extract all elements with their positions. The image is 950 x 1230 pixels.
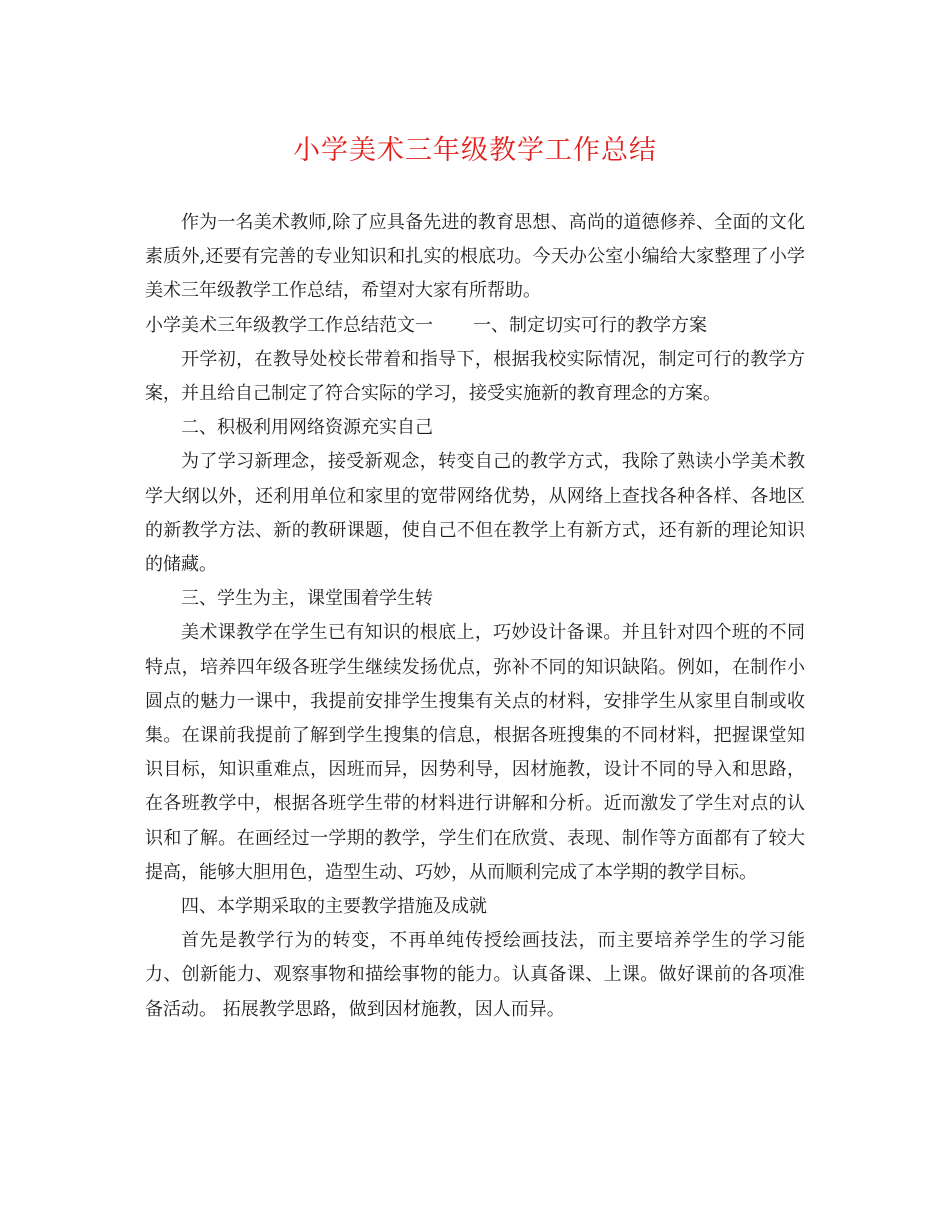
document-title: 小学美术三年级教学工作总结 [293, 135, 657, 166]
section-paragraph-3: 美术课教学在学生已有知识的根底上，巧妙设计备课。并且针对四个班的不同特点，培养四年级各班学生继续发扬优点，弥补不同的知识缺陷。例如，在制作小圆点的魅力一课中，我提前安排学生搜集有关点的材料，安排学生从家里自制或收集。在课前我提前了解到学生搜集的信息，根据各班搜集的不同材料，把握课堂知识目标，知识重难点，因班而异，因势利导，因材施教，设计不同的导入和思路，在各班教学中，根据各班学生带的材料进行讲解和分析。近而激发了学生对点的认识和了解。在画经过一学期的教学，学生们在欣赏、表现、制作等方面都有了较大提高，能够大胆用色，造型生动、巧妙，从而顺利完成了本学期的教学目标。 [145, 622, 805, 883]
intro-paragraph: 作为一名美术教师,除了应具备先进的教育思想、高尚的道德修养、全面的文化素质外,还要有完善的专业知识和扎实的根底功。今天办公室小编给大家整理了小学美术三年级教学工作总结，希望对大家有所帮助。 [145, 212, 805, 302]
section-heading-4: 四、本学期采取的主要教学措施及成就 [181, 896, 487, 918]
section-paragraph-1: 开学初，在教导处校长带着和指导下，根据我校实际情况，制定可行的教学方案，并且给自己制定了符合实际的学习，接受实施新的教育理念的方案。 [145, 348, 805, 405]
section-paragraph-4: 首先是教学行为的转变，不再单纯传授绘画技法，而主要培养学生的学习能力、创新能力、观察事物和描绘事物的能力。认真备课、上课。做好课前的各项准备活动。 拓展教学思路，做到因材施教，因人而异。 [145, 930, 805, 1020]
section-paragraph-2: 为了学习新理念，接受新观念，转变自己的教学方式，我除了熟读小学美术教学大纲以外，还利用单位和家里的宽带网络优势，从网络上查找各种各样、各地区的新教学方法、新的教研课题，使自己不但在教学上有新方式，还有新的理论知识的储藏。 [145, 451, 805, 576]
sample-label: 小学美术三年级教学工作总结范文一 [145, 314, 433, 336]
section-heading-3: 三、学生为主，课堂围着学生转 [181, 588, 433, 610]
section-heading-2: 二、积极利用网络资源充实自己 [181, 417, 433, 439]
sample-heading-line [145, 309, 805, 343]
document-body [145, 206, 805, 1027]
section-heading-1: 一、制定切实可行的教学方案 [473, 314, 707, 336]
